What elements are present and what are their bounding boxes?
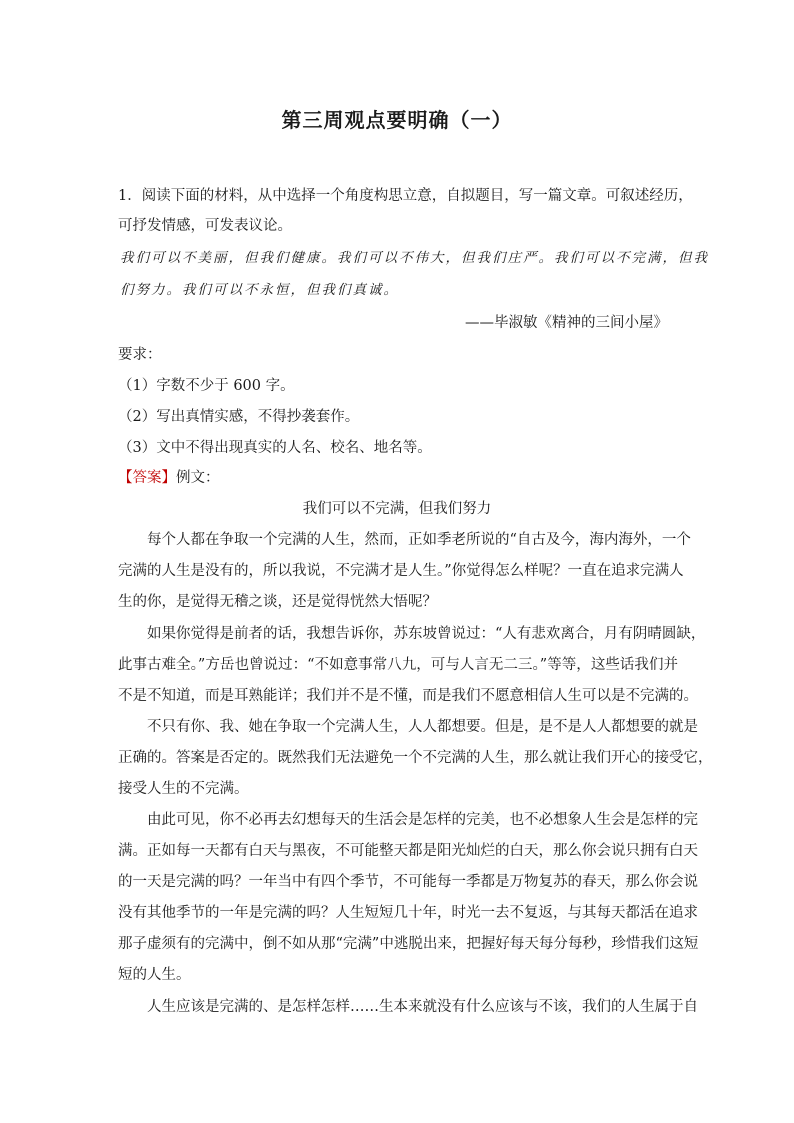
essay-line: 正确的。答案是否定的。既然我们无法避免一个不完满的人生，那么就让我们开心的接受它， bbox=[118, 750, 713, 766]
requirement-item: （1）字数不少于 600 字。 bbox=[118, 378, 295, 394]
page-title: 第三周观点要明确（一） bbox=[281, 108, 513, 132]
quote-line-1: 我们可以不美丽，但我们健康。我们可以不伟大，但我们庄严。我们可以不完满，但我 bbox=[120, 250, 709, 266]
essay-line: 生的你，是觉得无稽之谈，还是觉得恍然大悟呢？ bbox=[118, 594, 437, 610]
requirement-item: （3）文中不得出现真实的人名、校名、地名等。 bbox=[118, 440, 432, 456]
essay-line: 此事古难全。”方岳也曾说过：“不如意事常八九，可与人言无二三。”等等，这些话我们并 bbox=[118, 657, 678, 673]
requirements-label: 要求： bbox=[118, 347, 162, 363]
essay-line: 不只有你、我、她在争取一个完满人生，人人都想要。但是，是不是人人都想要的就是 bbox=[147, 719, 698, 735]
requirement-item: （2）写出真情实感，不得抄袭套作。 bbox=[118, 409, 360, 425]
essay-title: 我们可以不完满，但我们努力 bbox=[302, 501, 492, 517]
essay-line: 如果你觉得是前者的话，我想告诉你，苏东坡曾说过：“人有悲欢离合，月有阴晴圆缺， bbox=[147, 626, 706, 642]
essay-line: 由此可见，你不必再去幻想每天的生活会是怎样的完美，也不必想象人生会是怎样的完 bbox=[147, 812, 698, 828]
question-prompt-line-1: 1．阅读下面的材料，从中选择一个角度构思立意，自拟题目，写一篇文章。可叙述经历， bbox=[118, 188, 693, 204]
answer-heading bbox=[118, 468, 678, 488]
question-prompt-line-2: 可抒发情感，可发表议论。 bbox=[118, 218, 292, 234]
essay-line: 满。正如每一天都有白天与黑夜，不可能整天都是阳光灿烂的白天，那么你会说只拥有白天 bbox=[118, 843, 698, 859]
essay-line: 没有其他季节的一年是完满的吗？人生短短几十年，时光一去不复返，与其每天都活在追求 bbox=[118, 905, 698, 921]
essay-line: 短的人生。 bbox=[118, 967, 191, 983]
essay-line: 完满的人生是没有的，所以我说，不完满才是人生。”你觉得怎么样呢？一直在追求完满人 bbox=[118, 563, 684, 579]
essay-line: 不是不知道，而是耳熟能详；我们并不是不懂，而是我们不愿意相信人生可以是不完满的。 bbox=[118, 688, 698, 704]
essay-line: 接受人生的不完满。 bbox=[118, 781, 249, 797]
essay-line: 每个人都在争取一个完满的人生，然而，正如季老所说的“自古及今，海内海外，一个 bbox=[147, 532, 691, 548]
essay-line: 人生应该是完满的、是怎样怎样……生本来就没有什么应该与不该，我们的人生属于自 bbox=[147, 999, 698, 1015]
answer-tag: 【答案】 bbox=[118, 470, 176, 486]
essay-line: 的一天是完满的吗？一年当中有四个季节，不可能每一季都是万物复苏的春天，那么你会说 bbox=[118, 874, 698, 890]
essay-line: 那子虚须有的完满中，倒不如从那“完满”中逃脱出来，把握好每天每分每秒，珍惜我们这短 bbox=[118, 936, 699, 952]
answer-label: 例文： bbox=[176, 470, 220, 486]
quote-line-2: 们努力。我们可以不永恒，但我们真诚。 bbox=[120, 282, 399, 298]
quote-source: ——毕淑敏《精神的三间小屋》 bbox=[465, 315, 668, 331]
